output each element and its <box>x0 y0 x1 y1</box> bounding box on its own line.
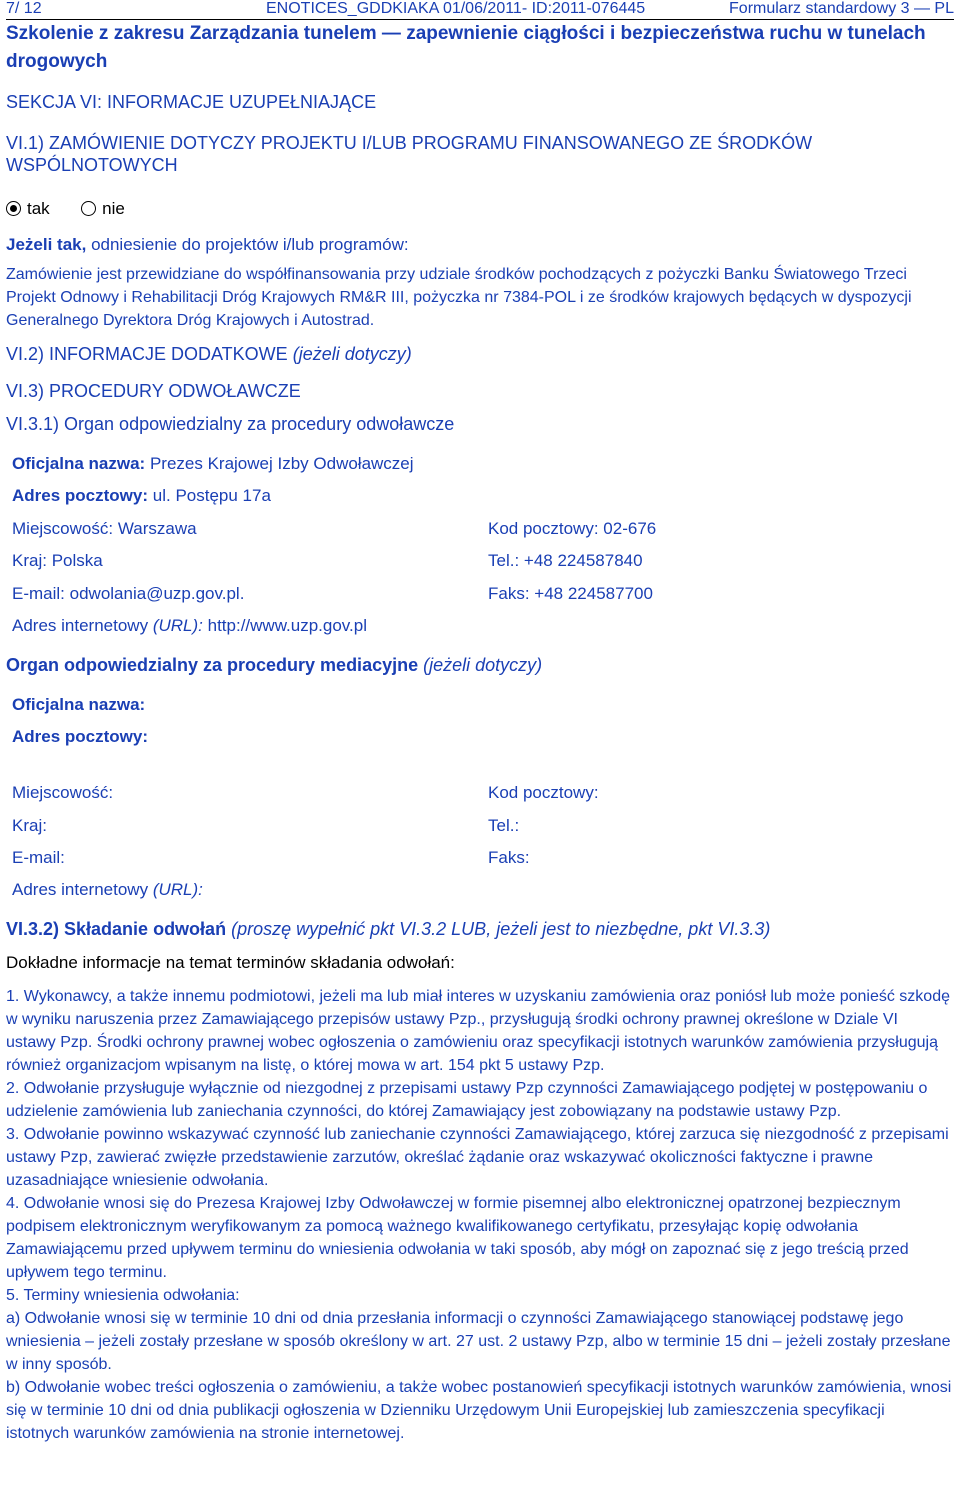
tel-value: +48 224587840 <box>523 551 643 570</box>
mediation-url-label: Adres internetowy <box>12 880 149 899</box>
vi31-heading: VI.3.1) Organ odpowiedzialny za procedury odwoławcze <box>6 414 455 434</box>
if-yes-row <box>6 233 409 256</box>
country-label: Kraj: <box>12 551 47 570</box>
radio-yes-icon[interactable] <box>6 201 21 216</box>
mediation-postal-label: Kod pocztowy: <box>488 783 599 802</box>
paragraph: 1. Wykonawcy, a także innemu podmiotowi, jeżeli ma lub miał interes w uzyskaniu zamówienia oraz poniósł lub może ponieść szkodę w wyniku naruszenia przez Zamawiającego przepisów ustawy Pzp., przysługują środki ochrony prawnej określone w Dziale VI ustawy Pzp. Środki ochrony prawnej wobec ogłoszenia o zamówieniu oraz specyfikacji istotnych warunków zamówienia przysługują również organizacjom wpisanym na listę, o której mowa w art. 154 pkt 5 ustawy Pzp. <box>6 988 950 1074</box>
address-value: ul. Postępu 17a <box>152 486 271 505</box>
mediation-fax-label: Faks: <box>488 848 530 867</box>
paragraph: 5. Terminy wniesienia odwołania: <box>6 1287 240 1304</box>
tel-label: Tel.: <box>488 551 520 570</box>
mediation-tel-label: Tel.: <box>488 816 520 835</box>
document-title: Szkolenie z zakresu Zarządzania tunelem — zapewnienie ciągłości i bezpieczeństwa ruchu w tunelach drogowych <box>6 23 926 72</box>
vi31-tel-row <box>488 550 643 572</box>
radio-no-icon[interactable] <box>81 201 96 216</box>
postal-value: 02-676 <box>603 519 657 538</box>
url-label-suffix: (URL): <box>152 616 203 635</box>
vi31-fax-row <box>488 583 653 605</box>
vi31-email-row <box>12 583 244 605</box>
postal-label: Kod pocztowy: <box>488 519 599 538</box>
page-header <box>6 0 954 20</box>
vi32-note: (proszę wypełnić pkt VI.3.2 LUB, jeżeli jest to niezbędne, pkt VI.3.3) <box>231 919 771 939</box>
vi31-address-row <box>12 485 271 507</box>
email-label: E-mail: <box>12 584 65 603</box>
address-label: Adres pocztowy: <box>12 486 149 505</box>
vi1-description: Zamówienie jest przewidziane do współfinansowania przy udziale środków pochodzących z pożyczki Banku Światowego Trzeci Projekt Odnowy i Rehabilitacji Dróg Krajowych RM&R III, pożyczka nr 7384-POL i ze środków krajowych będących w dyspozycji Generalnego Dyrektora Dróg Krajowych i Autostrad. <box>6 266 912 329</box>
if-yes-text: odniesienie do projektów i/lub programów: <box>91 235 409 254</box>
vi31-city-row <box>12 518 197 540</box>
url-label: Adres internetowy <box>12 616 149 635</box>
url-link[interactable]: http://www.uzp.gov.pl <box>207 616 367 635</box>
mediation-name-label: Oficjalna nazwa: <box>12 695 146 714</box>
mediation-email-label: E-mail: <box>12 848 65 867</box>
vi32-intro: Dokładne informacje na temat terminów składania odwołań: <box>6 953 455 972</box>
vi31-postal-row <box>488 518 656 540</box>
country-value: Polska <box>51 551 103 570</box>
paragraph: a) Odwołanie wnosi się w terminie 10 dni od dnia przesłania informacji o czynności Zamawiającego stanowiącej podstawę jego wniesienia – jeżeli zostały przesłane w sposób określony w art. 27 ust. 2 ustawy Pzp, albo w terminie 15 dni – jeżeli zostały przesłane w inny sposób. <box>6 1310 951 1373</box>
city-label: Miejscowość: <box>12 519 114 538</box>
vi32-body <box>6 985 952 1445</box>
fax-value: +48 224587700 <box>534 584 653 603</box>
vi3-heading: VI.3) PROCEDURY ODWOŁAWCZE <box>6 381 301 401</box>
email-link[interactable]: odwolania@uzp.gov.pl. <box>69 584 245 603</box>
form-name: Formularz standardowy 3 — PL <box>729 0 954 17</box>
mediation-url-row <box>12 879 203 901</box>
vi2-heading: VI.2) INFORMACJE DODATKOWE <box>6 344 288 364</box>
name-label: Oficjalna nazwa: <box>12 454 146 473</box>
mediation-url-label-suffix: (URL): <box>152 880 203 899</box>
city-value: Warszawa <box>117 519 197 538</box>
page-number: 7/ 12 <box>6 0 42 17</box>
paragraph: 4. Odwołanie wnosi się do Prezesa Krajowej Izby Odwoławczej w formie pisemnej albo elektronicznej opatrzonej bezpiecznym podpisem elektronicznym weryfikowanym za pomocą ważnego kwalifikowanego certyfikatu, przesyłając kopię odwołania Zamawiającemu przed upływem terminu do wniesienia odwołania w taki sposób, aby mógł on zapoznać się z jego treścią przed upływem tego terminu. <box>6 1195 909 1281</box>
option-yes-label: tak <box>27 199 50 218</box>
mediation-heading-row <box>6 654 542 676</box>
fax-label: Faks: <box>488 584 530 603</box>
vi2-heading-row <box>6 343 412 365</box>
vi31-url-row <box>12 615 367 637</box>
vi2-optional: (jeżeli dotyczy) <box>292 344 412 364</box>
option-no-label: nie <box>102 199 125 218</box>
paragraph: 2. Odwołanie przysługuje wyłącznie od niezgodnej z przepisami ustawy Pzp czynności Zamawiającego podjętej w postępowaniu o udzielenie zamówienia lub zaniechania czynności, do której Zamawiający jest zobowiązany na podstawie ustawy Pzp. <box>6 1080 928 1120</box>
mediation-city-label: Miejscowość: <box>12 783 114 802</box>
vi31-name-row <box>12 453 414 475</box>
vi32-heading: VI.3.2) Składanie odwołań <box>6 919 227 939</box>
if-yes-label: Jeżeli tak, <box>6 235 87 254</box>
paragraph: 3. Odwołanie powinno wskazywać czynność lub zaniechanie czynności Zamawiającego, której zarzuca się niezgodność z przepisami ustawy Pzp, zawierać zwięzłe przedstawienie zarzutów, określać żądanie oraz wskazywać okoliczności faktyczne i prawne uzasadniające wniesienie odwołania. <box>6 1126 949 1189</box>
vi31-country-row <box>12 550 103 572</box>
mediation-address-label: Adres pocztowy: <box>12 727 149 746</box>
mediation-heading: Organ odpowiedzialny za procedury mediacyjne <box>6 655 419 675</box>
paragraph: b) Odwołanie wobec treści ogłoszenia o zamówieniu, a także wobec postanowień specyfikacji istotnych warunków zamówienia, wnosi się w terminie 10 dni od dnia publikacji ogłoszenia w Dzienniku Urzędowym Unii Europejskiej lub zamieszczenia specyfikacji istotnych warunków zamówienia na stronie internetowej. <box>6 1379 952 1442</box>
section-title: SEKCJA VI: INFORMACJE UZUPEŁNIAJĄCE <box>6 92 377 112</box>
mediation-optional: (jeżeli dotyczy) <box>423 655 543 675</box>
name-value: Prezes Krajowej Izby Odwoławczej <box>149 454 414 473</box>
notice-id: ENOTICES_GDDKIAKA 01/06/2011- ID:2011-076445 <box>266 0 646 17</box>
mediation-country-label: Kraj: <box>12 816 47 835</box>
vi32-heading-row <box>6 918 770 940</box>
vi1-options <box>6 197 125 220</box>
vi1-heading: VI.1) ZAMÓWIENIE DOTYCZY PROJEKTU I/LUB PROGRAMU FINANSOWANEGO ZE ŚRODKÓW WSPÓLNOTOWYCH <box>6 133 813 175</box>
